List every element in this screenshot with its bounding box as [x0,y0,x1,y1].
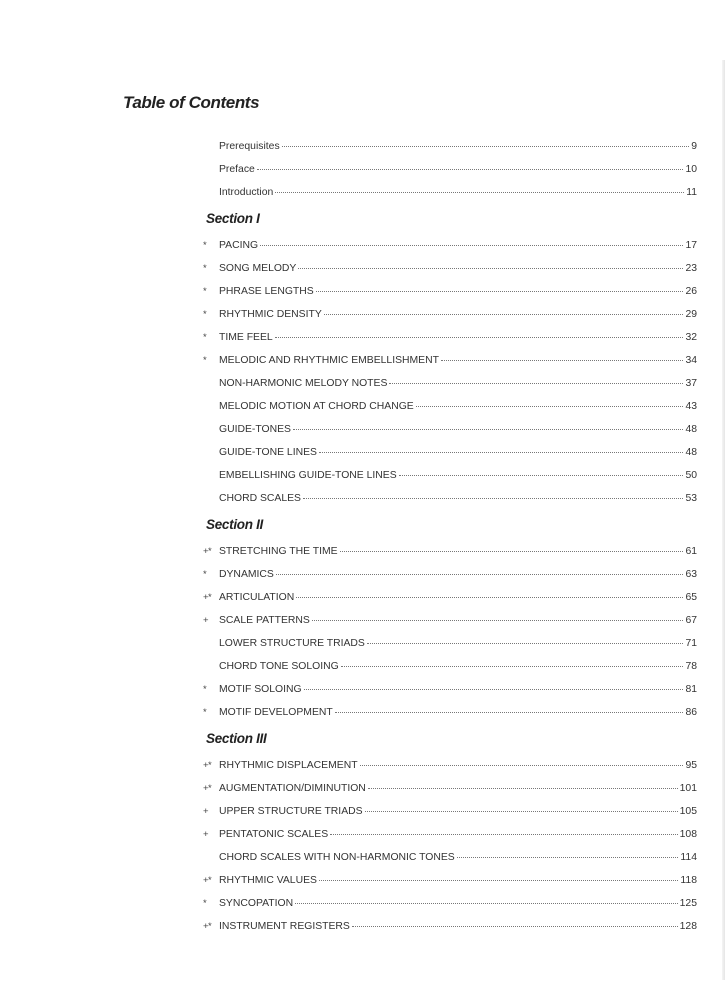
dot-leader [340,551,684,552]
entry-label: CHORD SCALES WITH NON-HARMONIC TONES [219,852,455,863]
entry-label: GUIDE-TONES [219,424,291,435]
dot-leader [275,192,684,193]
entry-label: MELODIC MOTION AT CHORD CHANGE [219,401,414,412]
toc-entry[interactable] [203,378,697,394]
entry-label: Preface [219,164,255,175]
dot-leader [312,620,684,621]
toc-entry[interactable] [203,309,697,325]
entry-page-number: 105 [679,806,697,817]
entry-page-number: 48 [685,447,697,458]
toc-entry[interactable] [203,760,697,776]
entry-page-number: 108 [679,829,697,840]
entry-page-number: 9 [691,141,697,152]
entry-page-number: 32 [685,332,697,343]
toc-entry[interactable] [203,263,697,279]
entry-label: AUGMENTATION/DIMINUTION [219,783,366,794]
entry-marker: +* [203,921,212,932]
entry-marker: +* [203,592,212,603]
toc-entry[interactable] [203,286,697,302]
toc-entry[interactable] [203,806,697,822]
toc-entry[interactable] [203,424,697,440]
dot-leader [295,903,678,904]
toc-entry[interactable] [203,401,697,417]
toc-entry[interactable] [203,592,697,608]
toc-entry[interactable] [203,921,697,937]
entry-marker: +* [203,783,212,794]
entry-page-number: 78 [685,661,697,672]
entry-label: INSTRUMENT REGISTERS [219,921,350,932]
entry-page-number: 114 [680,852,697,863]
entry-marker: * [203,707,207,718]
entry-label: MELODIC AND RHYTHMIC EMBELLISHMENT [219,355,439,366]
dot-leader [352,926,678,927]
entry-label: RHYTHMIC DISPLACEMENT [219,760,358,771]
dot-leader [367,643,684,644]
entry-label: PACING [219,240,259,251]
entry-page-number: 86 [685,707,697,718]
entry-label: EMBELLISHING GUIDE-TONE LINES [219,470,397,481]
toc-entry[interactable] [203,332,697,348]
section-heading: Section II [206,517,264,532]
toc-entry[interactable] [203,875,697,891]
entry-page-number: 43 [685,401,697,412]
dot-leader [335,712,684,713]
entry-label: DYNAMICS [219,569,274,580]
dot-leader [365,811,678,812]
entry-page-number: 17 [685,240,697,251]
entry-marker: * [203,332,207,343]
entry-marker: +* [203,760,212,771]
toc-entry[interactable] [203,829,697,845]
entry-page-number: 118 [680,875,697,886]
toc-entry[interactable] [203,546,697,562]
toc-entry[interactable] [203,447,697,463]
toc-entry[interactable] [203,638,697,654]
entry-page-number: 128 [679,921,697,932]
entry-page-number: 61 [685,546,697,557]
entry-label: UPPER STRUCTURE TRIADS [219,806,363,817]
dot-leader [324,314,684,315]
entry-label: GUIDE-TONE LINES [219,447,317,458]
entry-label: STRETCHING THE TIME [219,546,338,557]
toc-entry[interactable] [203,684,697,700]
entry-label: ARTICULATION [219,592,295,603]
dot-leader [316,291,684,292]
entry-label: RHYTHMIC DENSITY [219,309,322,320]
toc-entry[interactable] [203,898,697,914]
dot-leader [319,452,683,453]
entry-page-number: 23 [685,263,697,274]
toc-entry[interactable] [203,569,697,585]
toc-entry[interactable] [203,164,697,180]
entry-page-number: 10 [685,164,697,175]
entry-marker: * [203,240,207,251]
entry-marker: * [203,286,207,297]
dot-leader [368,788,678,789]
section-heading: Section III [206,731,267,746]
entry-marker: * [203,684,207,695]
entry-label: RHYTHMIC VALUES [219,875,317,886]
entry-label: Prerequisites [219,141,280,152]
entry-page-number: 101 [679,783,697,794]
entry-label: PHRASE LENGTHS [219,286,314,297]
dot-leader [260,245,683,246]
toc-entry[interactable] [203,852,697,868]
entry-label: SONG MELODY [219,263,297,274]
entry-page-number: 29 [685,309,697,320]
dot-leader [293,429,683,430]
entry-marker: * [203,309,207,320]
toc-entry[interactable] [203,470,697,486]
entry-page-number: 125 [679,898,697,909]
dot-leader [275,337,684,338]
dot-leader [276,574,684,575]
dot-leader [389,383,683,384]
dot-leader [304,689,684,690]
dot-leader [296,597,683,598]
entry-marker: + [203,615,209,626]
entry-page-number: 26 [685,286,697,297]
page-title: Table of Contents [123,93,260,112]
entry-marker: * [203,263,207,274]
dot-leader [457,857,679,858]
toc-entry[interactable] [203,707,697,723]
entry-page-number: 50 [685,470,697,481]
entry-marker: * [203,569,207,580]
entry-page-number: 53 [685,493,697,504]
entry-label: PENTATONIC SCALES [219,829,329,840]
toc-entry[interactable] [203,661,697,677]
toc-entry[interactable] [203,141,697,157]
toc-entry[interactable] [203,240,697,256]
entry-page-number: 67 [685,615,697,626]
dot-leader [399,475,684,476]
entry-marker: * [203,355,207,366]
entry-page-number: 65 [685,592,697,603]
dot-leader [298,268,683,269]
toc-entry[interactable] [203,187,697,203]
entry-marker: + [203,829,209,840]
entry-page-number: 11 [686,187,697,198]
entry-page-number: 48 [685,424,697,435]
entry-marker: + [203,806,209,817]
entry-label: SCALE PATTERNS [219,615,310,626]
dot-leader [303,498,683,499]
dot-leader [441,360,683,361]
entry-label: CHORD SCALES [219,493,301,504]
entry-label: SYNCOPATION [219,898,294,909]
entry-page-number: 37 [685,378,697,389]
dot-leader [282,146,690,147]
entry-page-number: 34 [685,355,697,366]
entry-page-number: 71 [685,638,697,649]
dot-leader [360,765,684,766]
toc-entry[interactable] [203,615,697,631]
entry-label: MOTIF DEVELOPMENT [219,707,333,718]
entry-label: LOWER STRUCTURE TRIADS [219,638,365,649]
entry-page-number: 63 [685,569,697,580]
entry-marker: * [203,898,207,909]
dot-leader [341,666,684,667]
dot-leader [416,406,684,407]
entry-label: MOTIF SOLOING [219,684,302,695]
dot-leader [257,169,684,170]
entry-label: TIME FEEL [219,332,273,343]
entry-label: CHORD TONE SOLOING [219,661,339,672]
toc-entry[interactable] [203,783,697,799]
entry-page-number: 81 [685,684,697,695]
entry-marker: +* [203,546,212,557]
entry-label: NON-HARMONIC MELODY NOTES [219,378,388,389]
entry-page-number: 95 [685,760,697,771]
section-heading: Section I [206,211,260,226]
toc-entry[interactable] [203,355,697,371]
dot-leader [330,834,678,835]
toc-entry[interactable] [203,493,697,509]
entry-marker: +* [203,875,212,886]
dot-leader [319,880,678,881]
entry-label: Introduction [219,187,274,198]
